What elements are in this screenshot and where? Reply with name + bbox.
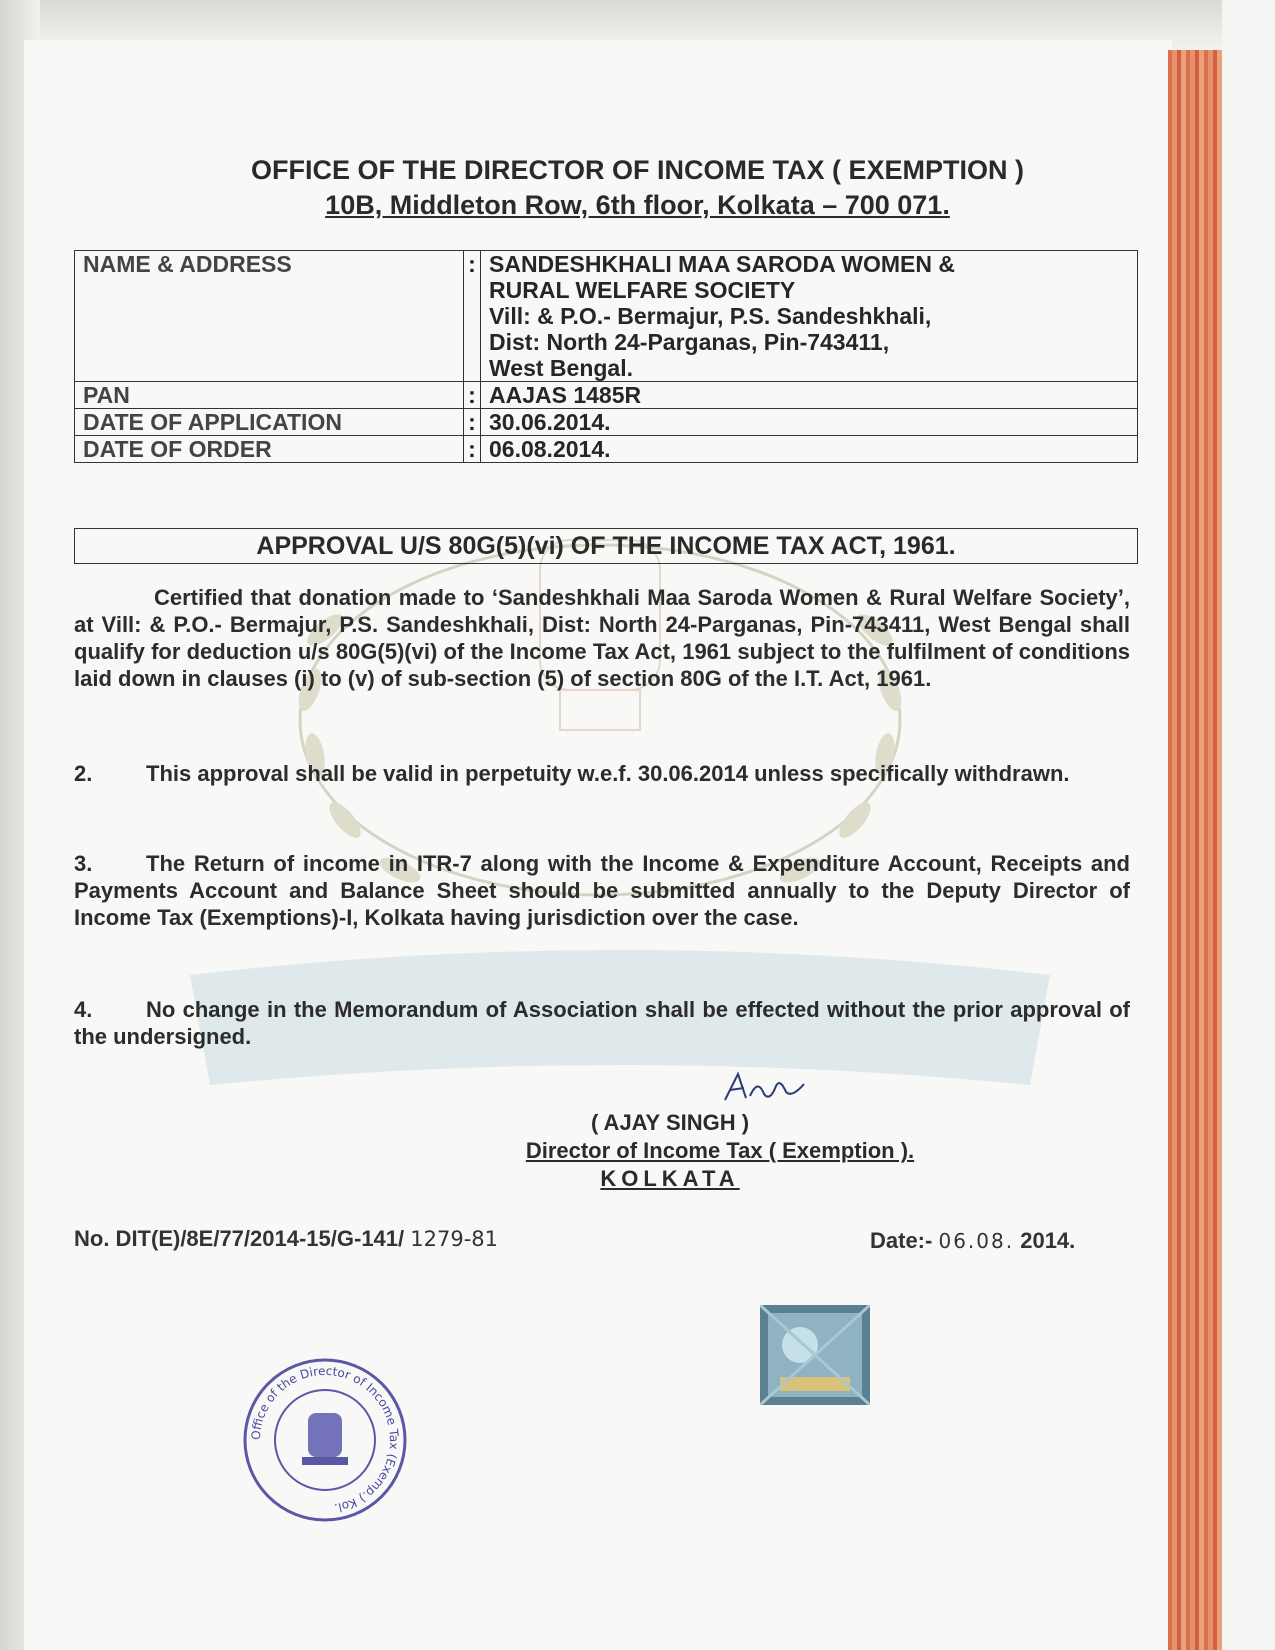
date-label: Date:- [870,1228,933,1253]
address-line: Dist: North 24-Parganas, Pin-743411, [489,329,890,355]
paragraph-text: This approval shall be valid in perpetuity w.e.f. 30.06.2014 unless specifically withdrawn. [146,761,1070,786]
pan-label: PAN [75,382,464,409]
applicant-info-table [74,250,1138,463]
office-address [0,190,1275,221]
memorandum-paragraph [74,996,1130,1050]
address-line: RURAL WELFARE SOCIETY [489,277,796,303]
validity-paragraph [74,760,1130,787]
date-of-order-value: 06.08.2014. [481,436,1138,463]
date-of-order-label: DATE OF ORDER [75,436,464,463]
date-year: 2014. [1020,1228,1076,1253]
date-of-application-label: DATE OF APPLICATION [75,409,464,436]
date-handwritten: 06.08. [938,1229,1015,1253]
signatory-city: KOLKATA [600,1166,740,1191]
return-paragraph [74,850,1130,931]
signatory-name: ( AJAY SINGH ) [590,1110,750,1135]
paragraph-text: No change in the Memorandum of Association shall be effected without the prior approval of the undersigned. [74,997,1130,1049]
colon-separator: : [464,251,481,382]
office-title: OFFICE OF THE DIRECTOR OF INCOME TAX ( EXEMPTION ) [250,155,1024,185]
office-seal-icon [240,1355,410,1525]
handwritten-signature-icon [720,1068,810,1108]
name-address-value [481,251,1138,382]
approval-title: APPROVAL U/S 80G(5)(vi) OF THE INCOME TAX ACT, 1961. [74,528,1138,564]
issue-date [870,1228,1075,1254]
table-row [75,436,1138,463]
decorative-red-border [1168,50,1222,1650]
office-address-text: 10B, Middleton Row, 6th floor, Kolkata – 700 071. [325,190,950,220]
paragraph-number: 2. [74,761,93,786]
reference-number [74,1226,498,1252]
table-row [75,409,1138,436]
reference-number-printed: No. DIT(E)/8E/77/2014-15/G-141/ [74,1226,405,1251]
address-line: SANDESHKHALI MAA SARODA WOMEN & [489,251,955,277]
hologram-sticker-icon [760,1305,870,1405]
name-address-label: NAME & ADDRESS [75,251,464,382]
seal-text: Office of the Director of Income Tax (Exemp.) Kol. [248,1363,402,1516]
address-line: Vill: & P.O.- Bermajur, P.S. Sandeshkhali, [489,303,932,329]
colon-separator: : [464,409,481,436]
certification-paragraph: Certified that donation made to ‘Sandeshkhali Maa Saroda Women & Rural Welfare Society’, at Vill: & P.O.- Bermajur, P.S. Sandeshkhali, Dist: North 24-Parganas, Pin-743411, West Bengal shall qualify for deduction u/s 80G(5)(vi) of the Income Tax Act, 1961 subject to the fulfilment of conditions laid down in clauses (i) to (v) of sub-section (5) of section 80G of the I.T. Act, 1961. [74,585,1130,691]
signatory-designation: Director of Income Tax ( Exemption ). [525,1138,915,1163]
pan-value: AAJAS 1485R [481,382,1138,409]
reference-number-handwritten: 1279-81 [410,1227,499,1251]
paragraph-number: 3. [74,851,93,876]
paragraph-number: 4. [74,997,93,1022]
address-line: West Bengal. [489,355,633,381]
colon-separator: : [464,436,481,463]
scan-right-edge [1222,0,1275,1650]
table-row [75,251,1138,382]
table-row [75,382,1138,409]
colon-separator: : [464,382,481,409]
paragraph-text: The Return of income in ITR-7 along with the Income & Expenditure Account, Receipts and Payments Account and Balance Sheet should be submitted annually to the Deputy Director of Income Tax (Exemptions)-I, Kolkata having jurisdiction over the case. [74,851,1130,930]
date-of-application-value: 30.06.2014. [481,409,1138,436]
